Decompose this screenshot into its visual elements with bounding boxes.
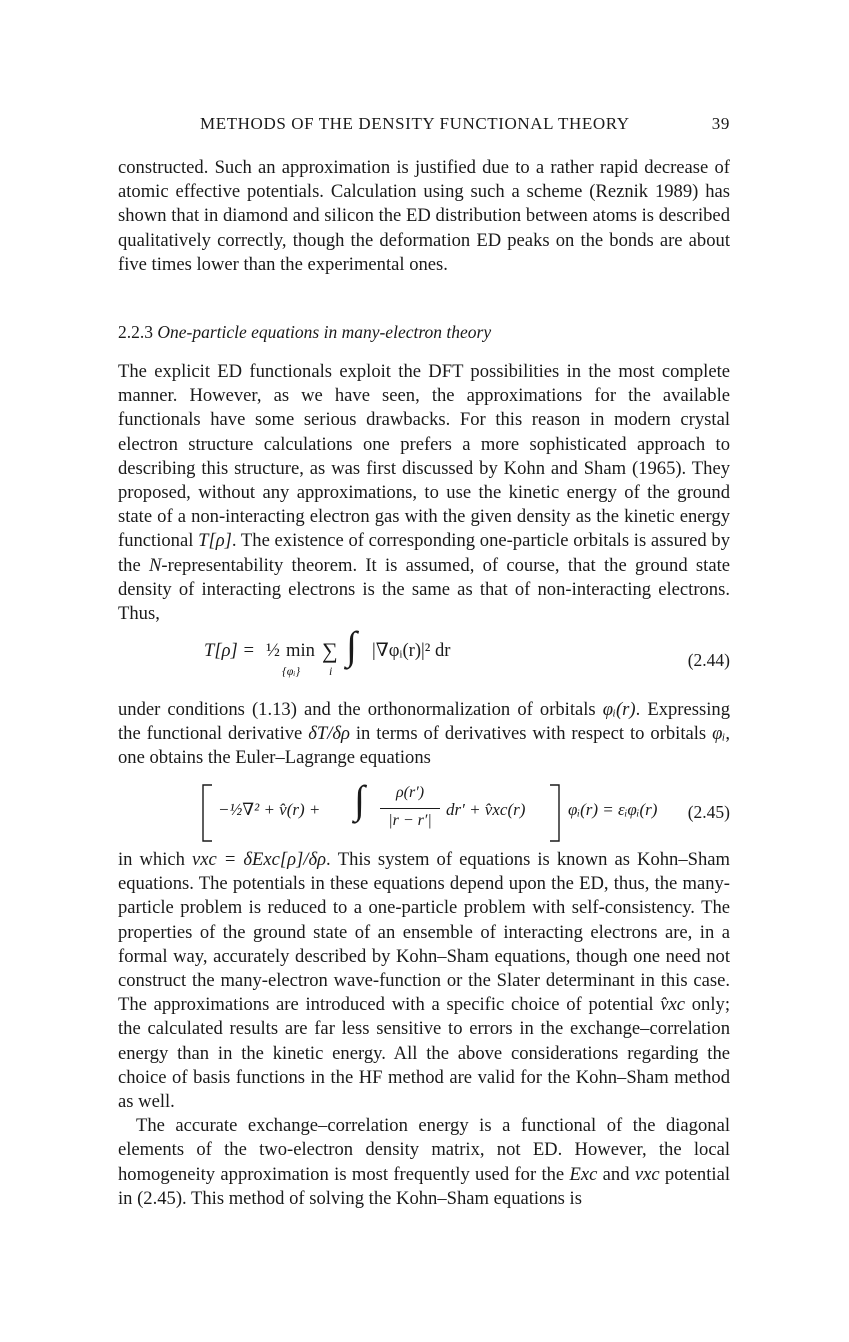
paragraph-4-part2: . This system of equations is known as Kohn–Sham equations. The potentials in these equations depend upon the ED, thus, the many-particle problem is reduced to a one-particle problem with self-consistency. The properties of the ground state of an ensemble of interacting electrons are, in a formal way, accurately described by Kohn–Sham equations, though one need not construct the many-electron wave-function or the Slater determinant in this case. The approximations are introduced with a specific choice of potential (118, 849, 730, 1016)
orbital-symbol-r: φᵢ(r) (602, 699, 636, 720)
vxc-symbol: vxc (634, 1163, 660, 1185)
functional-derivative-symbol: δT/δρ (308, 723, 350, 745)
paragraph-2-part1: The explicit ED functionals exploit the DFT possibilities in the most complete manner. However, as we have seen, the approximations for the available functionals have some serious drawbacks. For this reason in modern crystal electron structure calculations one prefers a more sophisticated approach to describing this structure, as was first discussed by Kohn and Sham (1965). They proposed, without any approximations, to use the kinetic energy of the ground state of a non-interacting electron gas with the given density as the kinetic energy functional (118, 361, 730, 552)
page-number: 39 (711, 114, 730, 133)
eq2-after-fraction: dr′ + v̂xc(r) (446, 800, 526, 819)
paragraph-3-part2: . Expressing the functional derivative (118, 699, 730, 745)
eq1-min: min (286, 640, 315, 661)
eq2-integral-symbol: ∫ (354, 777, 365, 822)
running-head-title: METHODS OF THE DENSITY FUNCTIONAL THEORY (200, 114, 630, 133)
eq1-half: ½ (266, 640, 280, 661)
section-heading (118, 322, 491, 343)
paragraph-4 (118, 848, 730, 1114)
paragraph-2-part2: . The existence of corresponding one-particle orbitals is assured by the (118, 530, 731, 576)
paragraph-5-part2: and (597, 1163, 635, 1185)
eq2-numerator: ρ(r′) (395, 784, 425, 801)
paragraph-3-part4: , one obtains the Euler–Lagrange equations (118, 723, 730, 769)
equation-2-45 (118, 777, 730, 842)
paragraph-1 (118, 156, 730, 277)
paragraph-3-part3: in terms of derivatives with respect to orbitals (349, 723, 713, 745)
kinetic-functional-symbol: T[ρ] (198, 530, 232, 552)
eq2-fraction-bar (380, 808, 440, 809)
eq2-left-bracket (200, 784, 214, 842)
vxc-hat-symbol: v̂xc (660, 994, 686, 1016)
paragraph-5-part3: potential in (2.45). This method of solving the Kohn–Sham equations is (118, 1163, 730, 1209)
paragraph-3 (118, 698, 730, 771)
eq2-denominator: |r − r′| (388, 812, 432, 829)
equation-2-44 (118, 623, 730, 688)
paragraph-4-part1: in which (118, 849, 192, 870)
paragraph-3-part1: under conditions (1.13) and the orthonormalization of orbitals (118, 699, 603, 720)
paragraph-5 (118, 1114, 730, 1211)
eq2-right-bracket (548, 784, 562, 842)
eq1-integrand: |∇φᵢ(r)|² dr (372, 640, 451, 661)
exc-symbol: Exc (569, 1163, 598, 1185)
eq1-sum-symbol: ∑ (322, 638, 338, 663)
eq1-sum-subscript: i (329, 664, 333, 678)
equation-number-2-45: (2.45) (687, 802, 730, 822)
equation-number-2-44: (2.44) (687, 650, 730, 670)
paragraph-5-part1: The accurate exchange–correlation energy is a functional of the diagonal elements of the two-electron density matrix, not ED. However, the local homogeneity approximation is most frequently used for the (118, 1115, 730, 1185)
eq1-integral-symbol: ∫ (346, 623, 357, 668)
paragraph-4-and-5 (118, 848, 730, 1211)
section-number: 2.2.3 (118, 322, 153, 342)
n-symbol: N (149, 554, 162, 576)
eq1-lhs: T[ρ] = (204, 640, 255, 661)
paragraph-2 (118, 360, 730, 626)
eq2-rhs: φᵢ(r) = εᵢφᵢ(r) (568, 800, 658, 819)
paragraph-4-part3: only; the calculated results are far less sensitive to errors in the exchange–correlation energy than in the kinetic energy. All the above considerations regarding the choice of basis functions in the HF method are valid for the Kohn–Sham method as well. (118, 994, 730, 1113)
orbital-symbol: φᵢ (712, 723, 726, 745)
paragraph-2-part3: -representability theorem. It is assumed, of course, that the ground state density of interacting electrons is the same as that of non-interacting electrons. Thus, (118, 554, 730, 625)
eq1-min-subscript: {φᵢ} (282, 664, 301, 678)
paragraph-1-text: constructed. Such an approximation is justified due to a rather rapid decrease of atomic effective potentials. Calculation using such a scheme (Reznik 1989) has shown that in diamond and silicon the ED distribution between atoms is described qualitatively correctly, though the deformation ED peaks on the bonds are about five times lower than the experimental ones. (118, 157, 730, 275)
vxc-definition: vxc = δExc[ρ]/δρ (192, 849, 327, 870)
section-title: One-particle equations in many-electron theory (157, 322, 492, 342)
eq2-kinetic-potential: −½∇² + v̂(r) + (218, 800, 321, 819)
